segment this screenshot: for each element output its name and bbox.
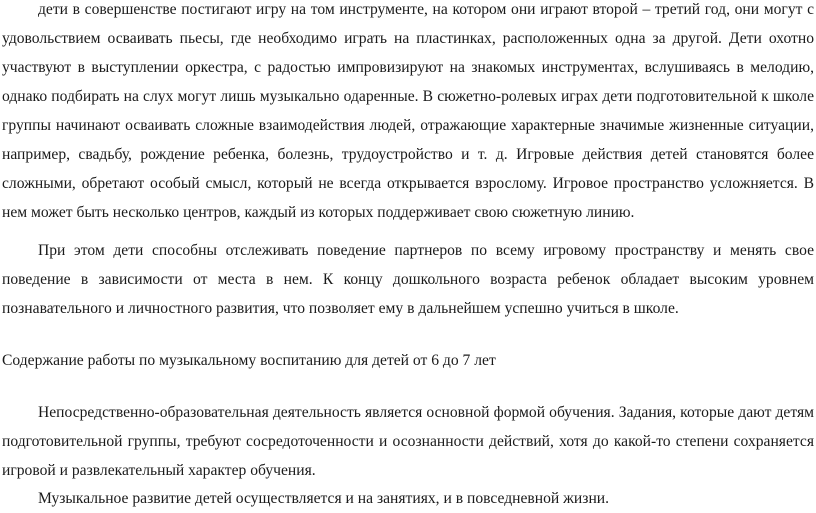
paragraph-1: дети в совершенстве постигают игру на том инструменте, на котором они играют второй – третий год, они могут с удовольствием осваивать пьесы, где необходимо играть на пластинках, расположенных одна за другой. Дети охотно участвуют в выступлении оркестра, с радостью импровизируют на знакомых инструментах, вслушиваясь в мелодию, однако подбирать на слух могут лишь музыкально одаренные. В сюжетно-ролевых играх дети подготовительной к школе группы начинают осваивать сложные взаимодействия людей, отражающие характерные значимые жизненные ситуации, например, свадьбу, рождение ребенка, болезнь, трудоустройство и т. д. Игровые действия детей становятся более сложными, обретают особый смысл, который не всегда открывается взрослому. Игровое пространство усложняется. В нем может быть несколько центров, каждый из которых поддерживает свою сюжетную линию. <box>2 1 814 221</box>
paragraph-4: Музыкальное развитие детей осуществляется и на занятиях, и в повседневной жизни. <box>38 490 610 507</box>
section-heading: Содержание работы по музыкальному воспитанию для детей от 6 до 7 лет <box>2 352 496 369</box>
paragraph-3: Непосредственно-образовательная деятельность является основной формой обучения. Задания, которые дают детям подготовительной группы, требуют сосредоточенности и осознанности действий, хотя до какой-то степени сохраняется игровой и развлекательный характер обучения. <box>2 404 814 479</box>
paragraph-2: При этом дети способны отслеживать поведение партнеров по всему игровому пространству и менять свое поведение в зависимости от места в нем. К концу дошкольного возраста ребенок обладает высоким уровнем познавательного и личностного развития, что позволяет ему в дальнейшем успешно учиться в школе. <box>2 242 814 317</box>
